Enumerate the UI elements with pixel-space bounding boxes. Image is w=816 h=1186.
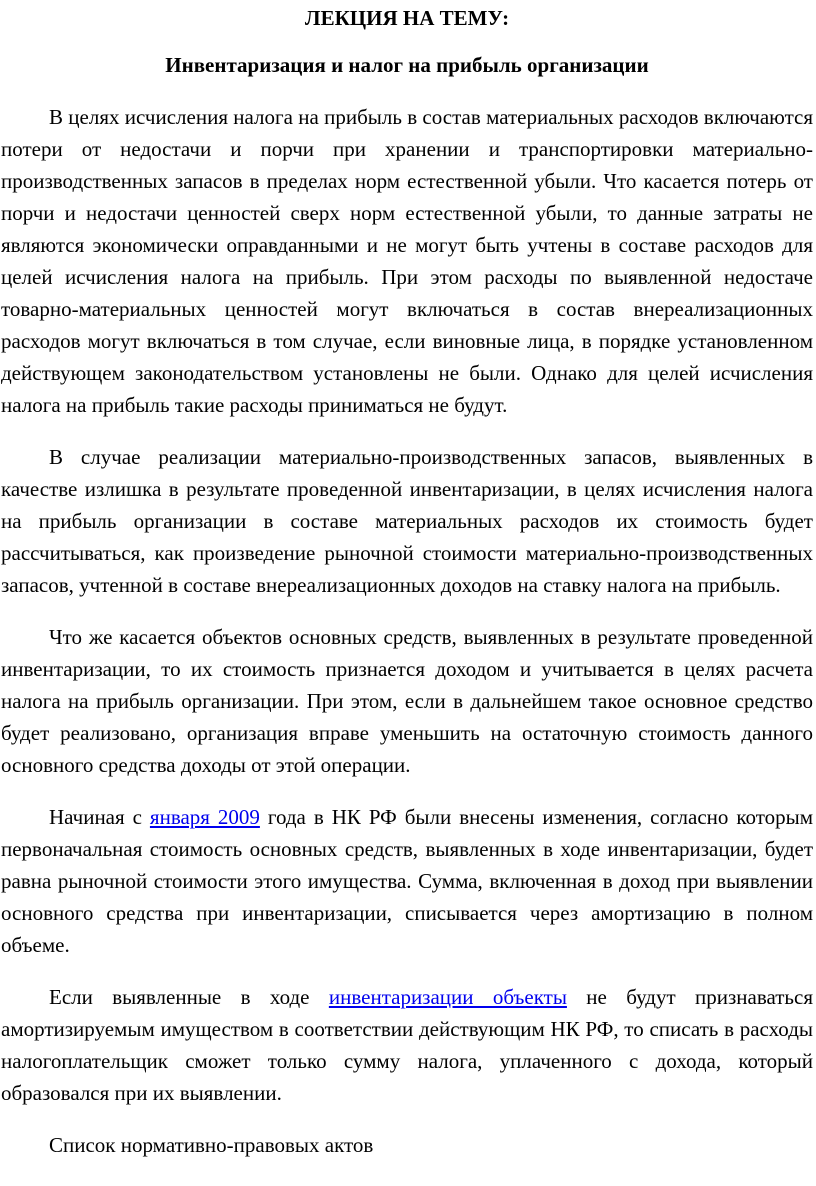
paragraph-fixed-assets: Что же касается объектов основных средств, выявленных в результате проведенной инвентаризации, то их стоимость признается доходом и учитывается в целях расчета налога на прибыль организации. При этом, если в дальнейшем такое основное средство будет реализовано, организация вправе уменьшить на остаточную стоимость данного основного средства доходы от этой операции. bbox=[1, 625, 813, 777]
paragraph-2009-changes bbox=[1, 801, 813, 961]
link-january-2009[interactable]: января 2009 bbox=[149, 805, 260, 829]
link-inventory-objects[interactable]: инвентаризации объекты bbox=[328, 985, 567, 1009]
paragraph-non-depreciable-text-start: Если выявленные в ходе bbox=[49, 985, 329, 1009]
paragraph-non-depreciable-text-end: не будут признаваться амортизируемым имуществом в соответствии действующим НК РФ, то списать в расходы налогоплательщик сможет только сумму налога, уплаченного с дохода, который образовался при их выявлении. bbox=[1, 985, 813, 1105]
document-title: ЛЕКЦИЯ НА ТЕМУ: bbox=[304, 6, 510, 30]
document-subtitle: Инвентаризация и налог на прибыль организации bbox=[165, 53, 649, 77]
paragraph-surplus-inventory: В случае реализации материально-производственных запасов, выявленных в качестве излишка в результате проведенной инвентаризации, в целях исчисления налога на прибыль организации в составе материальных расходов их стоимость будет рассчитываться, как произведение рыночной стоимости материально-производственных запасов, учтенной в составе внереализационных доходов на ставку налога на прибыль. bbox=[1, 445, 813, 597]
paragraph-2009-text-end: года в НК РФ были внесены изменения, согласно которым первоначальная стоимость основных средств, выявленных в ходе инвентаризации, будет равна рыночной стоимости этого имущества. Сумма, включенная в доход при выявлении основного средства при инвентаризации, списывается через амортизацию в полном объеме. bbox=[1, 805, 813, 957]
paragraph-legal-acts-heading: Список нормативно-правовых актов bbox=[49, 1133, 374, 1157]
paragraph-losses: В целях исчисления налога на прибыль в состав материальных расходов включаются потери от недостачи и порчи при хранении и транспортировки материально-производственных запасов в пределах норм естественной убыли. Что касается потерь от порчи и недостачи ценностей сверх норм естественной убыли, то данные затраты не являются экономически оправданными и не могут быть учтены в составе расходов для целей исчисления налога на прибыль. При этом расходы по выявленной недостаче товарно-материальных ценностей могут включаться в состав внереализационных расходов могут включаться в том случае, если виновные лица, в порядке установленном действующем законодательством установлены не были. Однако для целей исчисления налога на прибыль такие расходы приниматься не будут. bbox=[1, 105, 813, 417]
paragraph-non-depreciable bbox=[1, 981, 813, 1109]
paragraph-2009-text-start: Начиная с bbox=[49, 805, 150, 829]
